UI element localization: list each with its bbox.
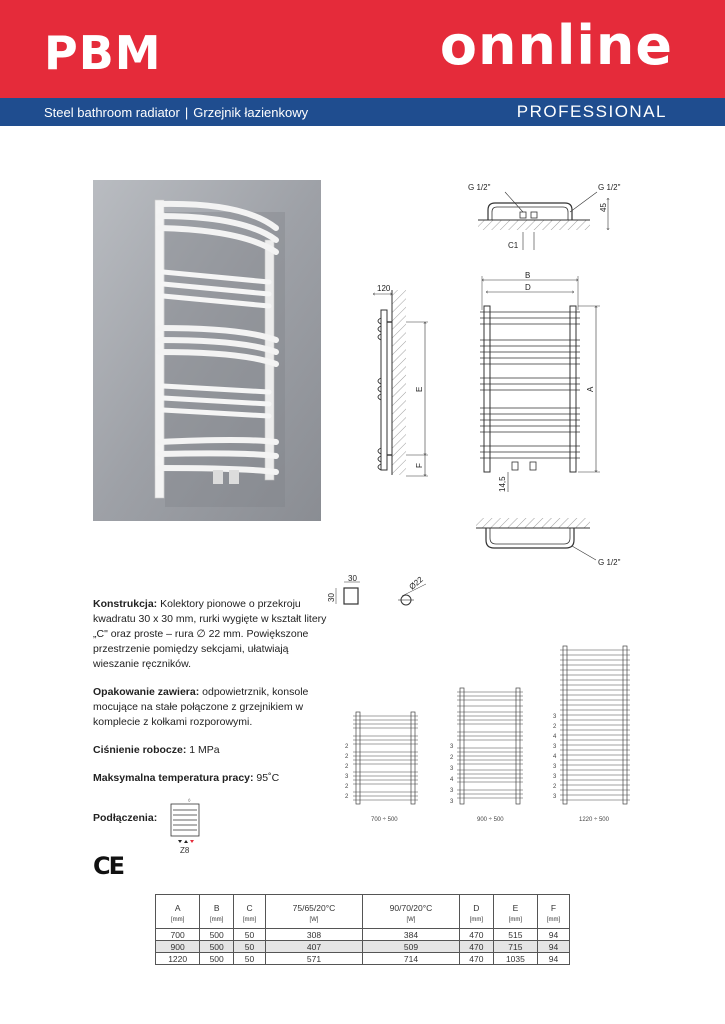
description-block	[93, 597, 333, 799]
variant-section-count: 3	[450, 766, 454, 772]
spec-header-cell: B	[200, 895, 234, 915]
spec-header-cell: E	[493, 895, 537, 915]
top-view-drawing	[468, 183, 621, 250]
dim-e: E	[415, 386, 424, 392]
connections-label: Podłączenia:	[93, 812, 158, 824]
spec-cell: 470	[459, 953, 493, 965]
temperature-label: Maksymalna temperatura pracy:	[93, 772, 254, 784]
subtitle-separator: |	[184, 105, 189, 120]
spec-unit-cell: [mm]	[200, 915, 234, 929]
variant-700	[353, 712, 418, 804]
variant-section-count: 3	[553, 764, 557, 770]
top-right-conn: G 1/2"	[598, 183, 621, 192]
tube-diameter: Ø22	[407, 574, 425, 592]
svg-text:◊: ◊	[188, 798, 191, 804]
dim-120: 120	[377, 284, 391, 293]
spec-cell: 50	[234, 953, 266, 965]
variant-section-count: 4	[553, 734, 557, 740]
pressure-value: 1 MPa	[189, 744, 220, 756]
ce-mark-icon: CE	[93, 852, 124, 880]
variant-section-count: 3	[553, 714, 557, 720]
connection-code: Z8	[180, 846, 190, 855]
front-view-drawing	[480, 271, 600, 492]
variant-700-caption: 700 ÷ 500	[371, 817, 398, 823]
spec-unit-cell: [W]	[362, 915, 459, 929]
side-view-drawing	[373, 284, 428, 476]
spec-cell: 1035	[493, 953, 537, 965]
top-left-conn: G 1/2"	[468, 183, 491, 192]
variant-section-count: 3	[450, 744, 454, 750]
spec-cell: 470	[459, 941, 493, 953]
dim-c1: C1	[508, 241, 519, 250]
spec-table-units	[156, 915, 570, 929]
spec-cell: 509	[362, 941, 459, 953]
spec-table	[155, 894, 570, 965]
table-row	[156, 929, 570, 941]
spec-cell: 384	[362, 929, 459, 941]
construction-text: Kolektory pionowe o przekroju kwadratu 30 x 30 mm, rurki wygięte w kształt litery „C" oraz proste – rura ∅ 22 mm. Powiększone przestrzenie pomiędzy sekcjami, ułatwiają wieszanie ręczników.	[93, 598, 327, 670]
variant-section-count: 2	[345, 754, 349, 760]
variant-section-count: 2	[553, 784, 557, 790]
pressure-paragraph	[93, 743, 333, 758]
table-row	[156, 953, 570, 965]
spec-header-cell: D	[459, 895, 493, 915]
dim-d: D	[525, 283, 531, 292]
spec-cell: 700	[156, 929, 200, 941]
variant-section-count: 3	[450, 799, 454, 805]
spec-cell: 94	[538, 941, 570, 953]
profile-30-width: 30	[348, 574, 357, 583]
profile-30-height: 30	[327, 593, 336, 602]
variant-section-count: 3	[345, 774, 349, 780]
model-name: PBM	[44, 26, 162, 80]
variant-section-count: 4	[450, 777, 454, 783]
spec-cell: 715	[493, 941, 537, 953]
spec-cell: 94	[538, 929, 570, 941]
dim-f: F	[415, 463, 424, 468]
variant-section-count: 2	[345, 764, 349, 770]
spec-unit-cell: [mm]	[459, 915, 493, 929]
variant-1220-caption: 1220 ÷ 500	[579, 817, 609, 823]
spec-header-cell: A	[156, 895, 200, 915]
dim-14-5: 14,5	[498, 476, 507, 492]
temperature-paragraph	[93, 771, 333, 786]
spec-cell: 308	[265, 929, 362, 941]
spec-header-cell: F	[538, 895, 570, 915]
spec-cell: 500	[200, 929, 234, 941]
variant-section-count: 3	[553, 794, 557, 800]
spec-unit-cell: [W]	[265, 915, 362, 929]
subtitle-en: Steel bathroom radiator	[44, 105, 180, 120]
package-text: odpowietrznik, konsole mocujące na stałe połączone z grzejnikiem w komplecie z kołkami rozporowymi.	[93, 686, 309, 728]
package-label: Opakowanie zawiera:	[93, 686, 200, 698]
spec-cell: 1220	[156, 953, 200, 965]
variant-section-count: 2	[345, 794, 349, 800]
connection-z8-icon	[171, 798, 199, 843]
table-row	[156, 941, 570, 953]
spec-table-header	[156, 895, 570, 915]
profile-details	[327, 574, 426, 605]
bottom-view-drawing	[476, 518, 621, 567]
spec-cell: 515	[493, 929, 537, 941]
product-line: PROFESSIONAL	[516, 102, 667, 121]
variant-section-count: 2	[345, 784, 349, 790]
spec-cell: 470	[459, 929, 493, 941]
spec-unit-cell: [mm]	[156, 915, 200, 929]
variant-section-count: 3	[553, 744, 557, 750]
variant-900-caption: 900 ÷ 500	[477, 817, 504, 823]
pressure-label: Ciśnienie robocze:	[93, 744, 187, 756]
dim-a: A	[586, 386, 595, 392]
temperature-value: 95˚C	[256, 772, 280, 784]
variant-section-count: 2	[345, 744, 349, 750]
dim-b: B	[525, 271, 531, 280]
spec-header-cell: 90/70/20°C	[362, 895, 459, 915]
spec-cell: 500	[200, 941, 234, 953]
spec-cell: 571	[265, 953, 362, 965]
construction-label: Konstrukcja:	[93, 598, 158, 610]
spec-unit-cell: [mm]	[234, 915, 266, 929]
bottom-conn: G 1/2"	[598, 558, 621, 567]
spec-unit-cell: [mm]	[538, 915, 570, 929]
subtitle-pl: Grzejnik łazienkowy	[193, 105, 309, 120]
spec-cell: 500	[200, 953, 234, 965]
spec-cell: 50	[234, 929, 266, 941]
spec-cell: 50	[234, 941, 266, 953]
construction-paragraph	[93, 597, 333, 672]
spec-cell: 407	[265, 941, 362, 953]
variant-section-count: 3	[553, 774, 557, 780]
variant-900	[457, 688, 523, 804]
variant-section-count: 2	[450, 755, 454, 761]
variant-section-count: 4	[553, 754, 557, 760]
dim-45: 45	[599, 203, 608, 212]
variant-1220	[560, 646, 630, 804]
spec-cell: 94	[538, 953, 570, 965]
spec-header-cell: 75/65/20°C	[265, 895, 362, 915]
spec-cell: 714	[362, 953, 459, 965]
spec-header-cell: C	[234, 895, 266, 915]
brand-logo: onnline	[439, 14, 673, 77]
package-paragraph	[93, 685, 333, 730]
spec-cell: 900	[156, 941, 200, 953]
spec-unit-cell: [mm]	[493, 915, 537, 929]
variant-section-count: 2	[553, 724, 557, 730]
variant-section-count: 3	[450, 788, 454, 794]
